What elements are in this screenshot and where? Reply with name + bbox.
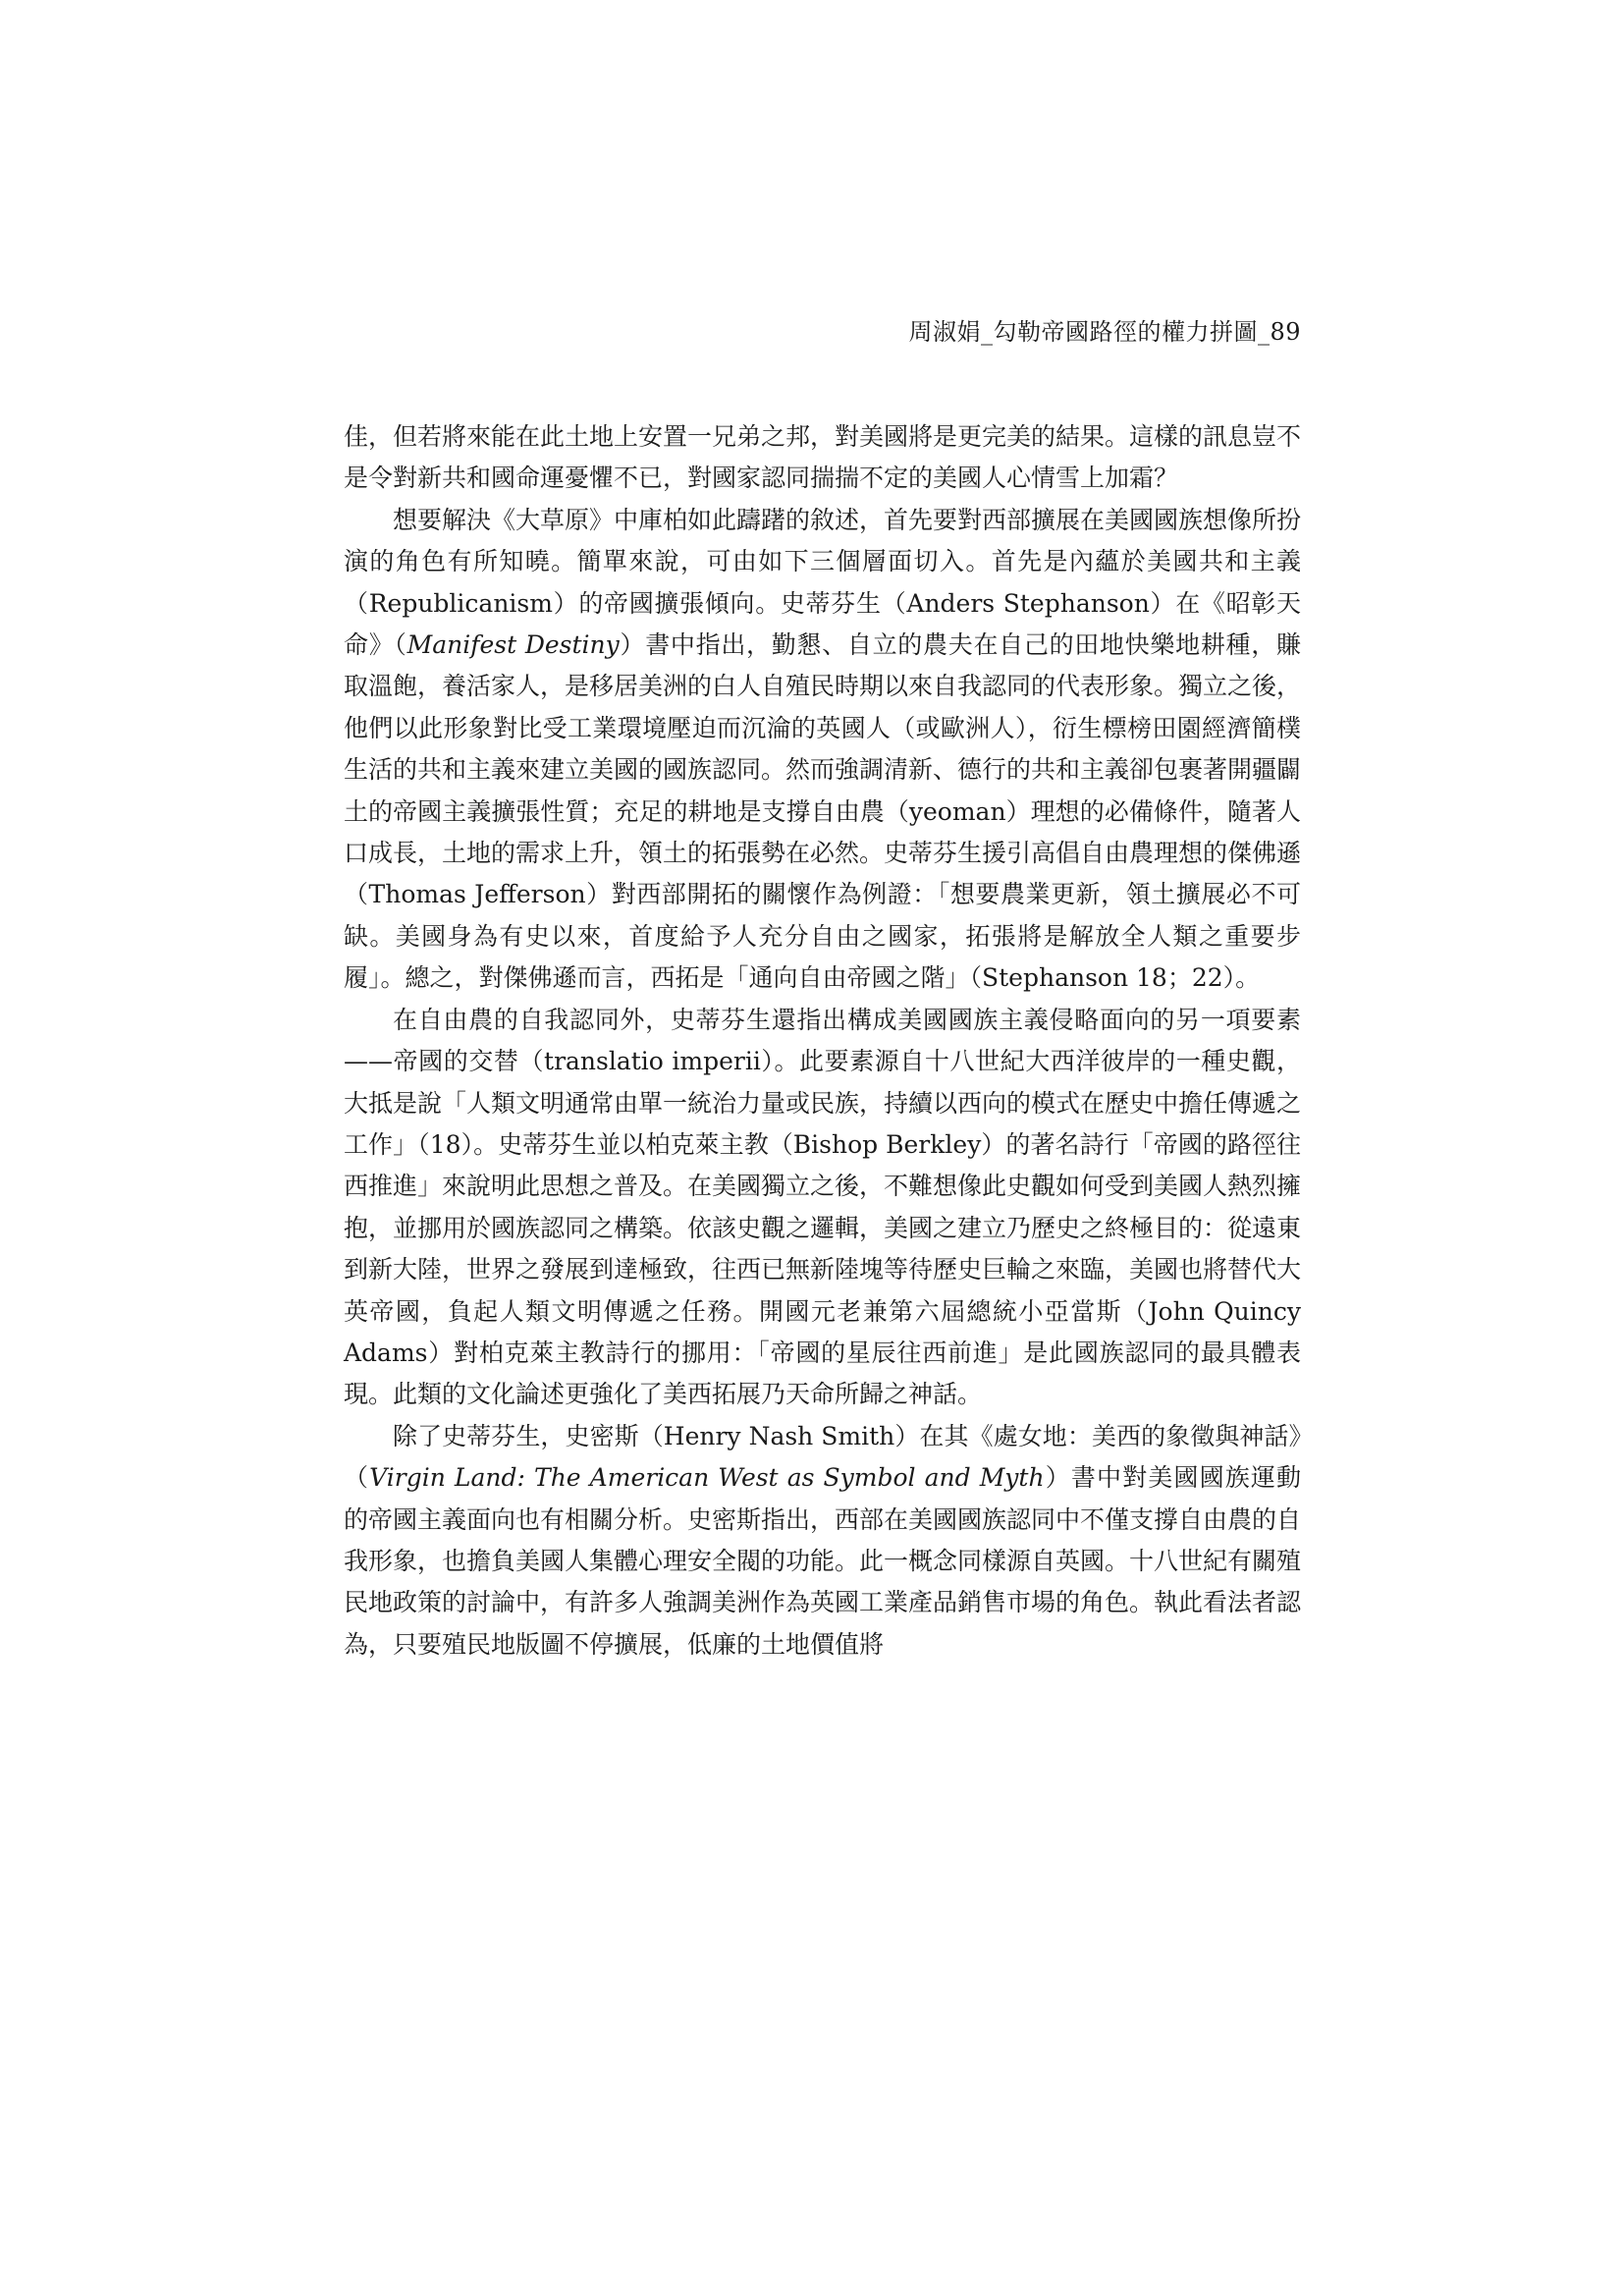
paragraph-3: 在自由農的自我認同外，史蒂芬生還指出構成美國國族主義侵略面向的另一項要素——帝國的交替（translatio imperii）。此要素源自十八世紀大西洋彼岸的一種史觀，大抵是說「人類文明通常由單一統治力量或民族，持續以西向的模式在歷史中擔任傳遞之工作」（18）。史蒂芬生並以柏克萊主教（Bishop Berkley）的著名詩行「帝國的路徑往西推進」來說明此思想之普及。在美國獨立之後，不難想像此史觀如何受到美國人熱烈擁抱，並挪用於國族認同之構築。依該史觀之邏輯，美國之建立乃歷史之終極目的：從遠東到新大陸，世界之發展到達極致，往西已無新陸塊等待歷史巨輪之來臨，美國也將替代大英帝國，負起人類文明傳遞之任務。開國元老兼第六屆總統小亞當斯（John Quincy Adams）對柏克萊主教詩行的挪用：「帝國的星辰往西前進」是此國族認同的最具體表現。此類的文化論述更強化了美西拓展乃天命所歸之神話。 [344,1005,1302,1409]
paragraph-2-part-a: 想要解決《大草原》中庫柏如此躊躇的敘述，首先要對西部擴展在美國國族想像所扮演的角色有所知曉。簡單來說，可由如下三個層面切入。首先是內蘊於美國共和主義（Republicanism）的帝國擴張傾向。史蒂芬生（Anders Stephanson）在《昭彰天命》（ [344,505,1302,660]
body-text [344,416,1301,1666]
paragraph-4 [344,1416,1301,1666]
book-title-virgin-land: Virgin Land: The American West as Symbol and Myth [369,1463,1045,1493]
running-head: 周淑娟_勾勒帝國路徑的權力拼圖_89 [908,318,1301,346]
paragraph-2 [344,500,1301,1000]
book-title-manifest-destiny: Manifest Destiny [406,630,620,660]
paragraph-4-part-b: ）書中對美國國族運動的帝國主義面向也有相關分析。史密斯指出，西部在美國國族認同中不僅支撐自由農的自我形象，也擔負美國人集體心理安全閥的功能。此一概念同樣源自英國。十八世紀有關殖民地政策的討論中，有許多人強調美洲作為英國工業產品銷售市場的角色。執此看法者認為，只要殖民地版圖不停擴展，低廉的土地價值將 [344,1463,1302,1659]
paragraph-1: 佳，但若將來能在此土地上安置一兄弟之邦，對美國將是更完美的結果。這樣的訊息豈不是令對新共和國命運憂懼不已，對國家認同揣揣不定的美國人心情雪上加霜？ [344,422,1302,493]
paragraph-4-part-a: 除了史蒂芬生，史密斯（Henry Nash Smith）在其《處女地：美西的象徵與神話》（ [344,1421,1301,1493]
paragraph-2-part-b: ）書中指出，勤懇、自立的農夫在自己的田地快樂地耕種，賺取溫飽，養活家人，是移居美洲的白人自殖民時期以來自我認同的代表形象。獨立之後，他們以此形象對比受工業環境壓迫而沉淪的英國人（或歐洲人），衍生標榜田園經濟簡樸生活的共和主義來建立美國的國族認同。然而強調清新、德行的共和主義卻包裹著開疆闢土的帝國主義擴張性質；充足的耕地是支撐自由農（yeoman）理想的必備條件，隨著人口成長，土地的需求上升，領土的拓張勢在必然。史蒂芬生援引高倡自由農理想的傑佛遜（Thomas Jefferson）對西部開拓的關懷作為例證：「想要農業更新，領土擴展必不可缺。美國身為有史以來，首度給予人充分自由之國家，拓張將是解放全人類之重要步履」。總之，對傑佛遜而言，西拓是「通向自由帝國之階」（Stephanson 18；22）。 [344,630,1302,993]
